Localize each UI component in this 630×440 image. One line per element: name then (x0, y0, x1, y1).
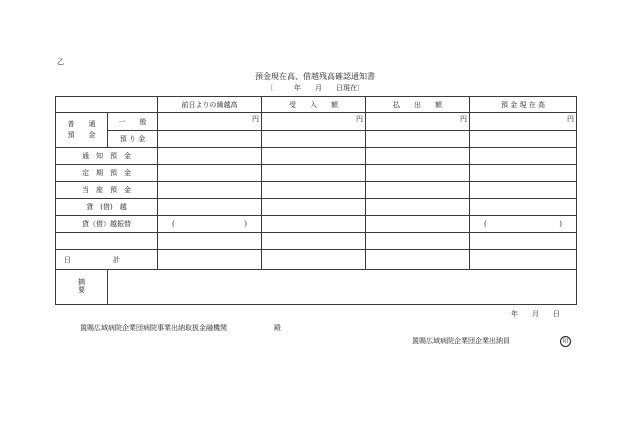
document-title: 預金現在高、借越残高確認通知書 (255, 72, 375, 81)
data-cell (262, 216, 366, 233)
yen-cell: 円 (366, 113, 470, 131)
data-cell (470, 250, 577, 270)
col-header-payments: 払 出 額 (366, 97, 470, 113)
data-cell (262, 131, 366, 148)
remarks-label-cell (56, 270, 108, 305)
remarks-label: 摘要 (77, 278, 86, 294)
form-class-label: 乙 (57, 58, 64, 66)
col-header-carried-forward: 前日よりの繰越高 (158, 97, 262, 113)
row-label-time-deposit: 定 期 預 金 (56, 165, 158, 182)
remarks-field[interactable] (108, 270, 577, 305)
paren-cell (158, 216, 262, 233)
data-cell (262, 148, 366, 165)
data-cell (366, 182, 470, 199)
addressee-honorific: 殿 (274, 324, 281, 332)
data-cell (470, 131, 577, 148)
addressee-bank: 置賜広域病院企業団病院事業出納取扱金融機関 (80, 324, 227, 332)
data-cell (366, 165, 470, 182)
seal-wrapper (560, 336, 571, 347)
table-row (56, 148, 577, 165)
data-cell (366, 250, 470, 270)
ordinary-deposit-group-label (56, 113, 108, 148)
yen-cell: 円 (262, 113, 366, 131)
ordinary-label-bottom: 預 金 (67, 131, 96, 139)
as-of-date-line: 〔 年 月 日現在〕 (266, 84, 364, 92)
ordinary-label-top: 普 通 (67, 120, 96, 128)
data-cell (262, 233, 366, 250)
paren-cell (470, 216, 577, 233)
data-cell (262, 165, 366, 182)
deposit-balance-table (55, 96, 577, 305)
blank-label-cell (56, 233, 158, 250)
data-cell (158, 250, 262, 270)
data-cell (470, 199, 577, 216)
data-cell (366, 216, 470, 233)
table-row (56, 250, 577, 270)
table-row (56, 216, 577, 233)
remarks-row (56, 270, 577, 305)
col-header-receipts: 受 入 額 (262, 97, 366, 113)
data-cell (366, 199, 470, 216)
data-cell (262, 199, 366, 216)
data-cell (366, 233, 470, 250)
data-cell (262, 182, 366, 199)
table-row (56, 165, 577, 182)
paren-close: ) (244, 220, 247, 228)
data-cell (470, 182, 577, 199)
yen-cell: 円 (470, 113, 577, 131)
paren-open: ( (484, 220, 487, 228)
data-cell (470, 165, 577, 182)
data-cell (470, 233, 577, 250)
header-row (56, 97, 577, 113)
data-cell (366, 148, 470, 165)
col-header-current-balance: 預 金 現 在 高 (470, 97, 577, 113)
data-cell (158, 199, 262, 216)
paren-close: ) (559, 220, 562, 228)
data-cell (158, 165, 262, 182)
table-row (56, 113, 577, 131)
data-cell (158, 131, 262, 148)
row-label-overdraft: 貸 (借) 越 (56, 199, 158, 216)
yen-cell: 円 (158, 113, 262, 131)
row-label-notice-deposit: 通 知 預 金 (56, 148, 158, 165)
footer-date: 年 月 日 (511, 310, 560, 318)
data-cell (158, 148, 262, 165)
data-cell (158, 233, 262, 250)
row-label-general: 一 般 (108, 113, 158, 131)
data-cell (158, 182, 262, 199)
sender-name: 置賜広域病院企業団企業出納員 (412, 337, 510, 345)
paren-open: ( (172, 220, 175, 228)
seal-icon: 印 (560, 336, 571, 347)
table-row (56, 131, 577, 148)
data-cell (470, 148, 577, 165)
table-row (56, 233, 577, 250)
row-label-overdraft-transfer: 貸（借）越振替 (56, 216, 158, 233)
data-cell (366, 131, 470, 148)
data-cell (262, 250, 366, 270)
row-label-daily-total: 日 計 (56, 250, 158, 270)
table-row (56, 182, 577, 199)
table-row (56, 199, 577, 216)
header-corner-cell (56, 97, 158, 113)
row-label-current-deposit: 当 座 預 金 (56, 182, 158, 199)
row-label-deposit-held: 預 り 金 (108, 131, 158, 148)
